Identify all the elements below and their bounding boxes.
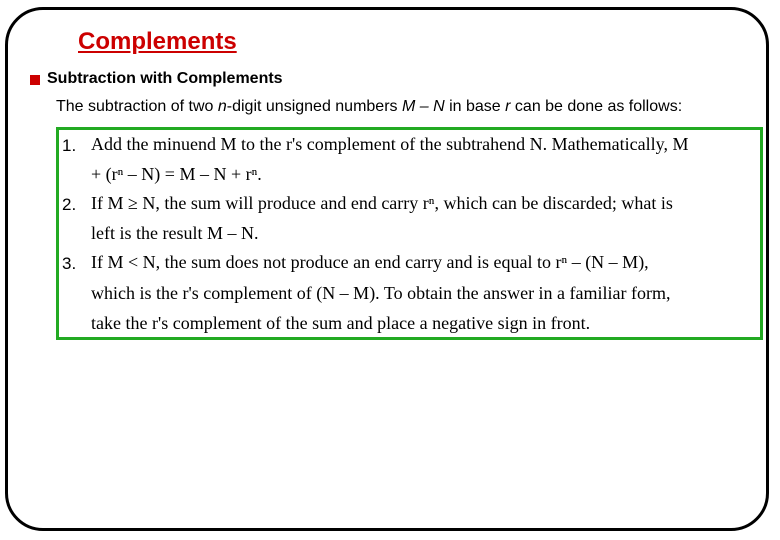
step-number: 1. [62,136,77,155]
step-line: If M < N, the sum does not produce an end carry and is equal to rⁿ – (N – M), [91,252,649,272]
intro-part: The subtraction of two [56,98,218,115]
step-number: 3. [62,254,77,273]
intro-var-n: n [217,98,227,115]
step-number: 2. [62,195,77,214]
step-line: which is the r's complement of (N – M). To obtain the answer in a familiar form, [91,283,671,303]
step-line: take the r's complement of the sum and place a negative sign in front. [91,313,591,333]
subheading: Subtraction with Complements [47,70,283,87]
slide-title: Complements [78,28,237,55]
step-line: Add the minuend M to the r's complement of the subtrahend N. Mathematically, M [91,134,689,154]
intro-part: -digit unsigned numbers [226,98,402,115]
intro-expression: M – N [401,98,445,115]
step-line: If M ≥ N, the sum will produce and end carry rⁿ, which can be discarded; what is [91,193,673,213]
intro-text [56,98,682,116]
intro-var-r: r [505,98,511,115]
steps-box [56,127,763,340]
step-line: + (rⁿ – N) = M – N + rⁿ. [91,164,262,184]
intro-part: can be done as follows: [510,98,683,115]
intro-part: in base [444,98,506,115]
subheading-row [30,70,283,88]
step-line: left is the result M – N. [91,223,259,243]
square-bullet-icon [30,75,40,85]
